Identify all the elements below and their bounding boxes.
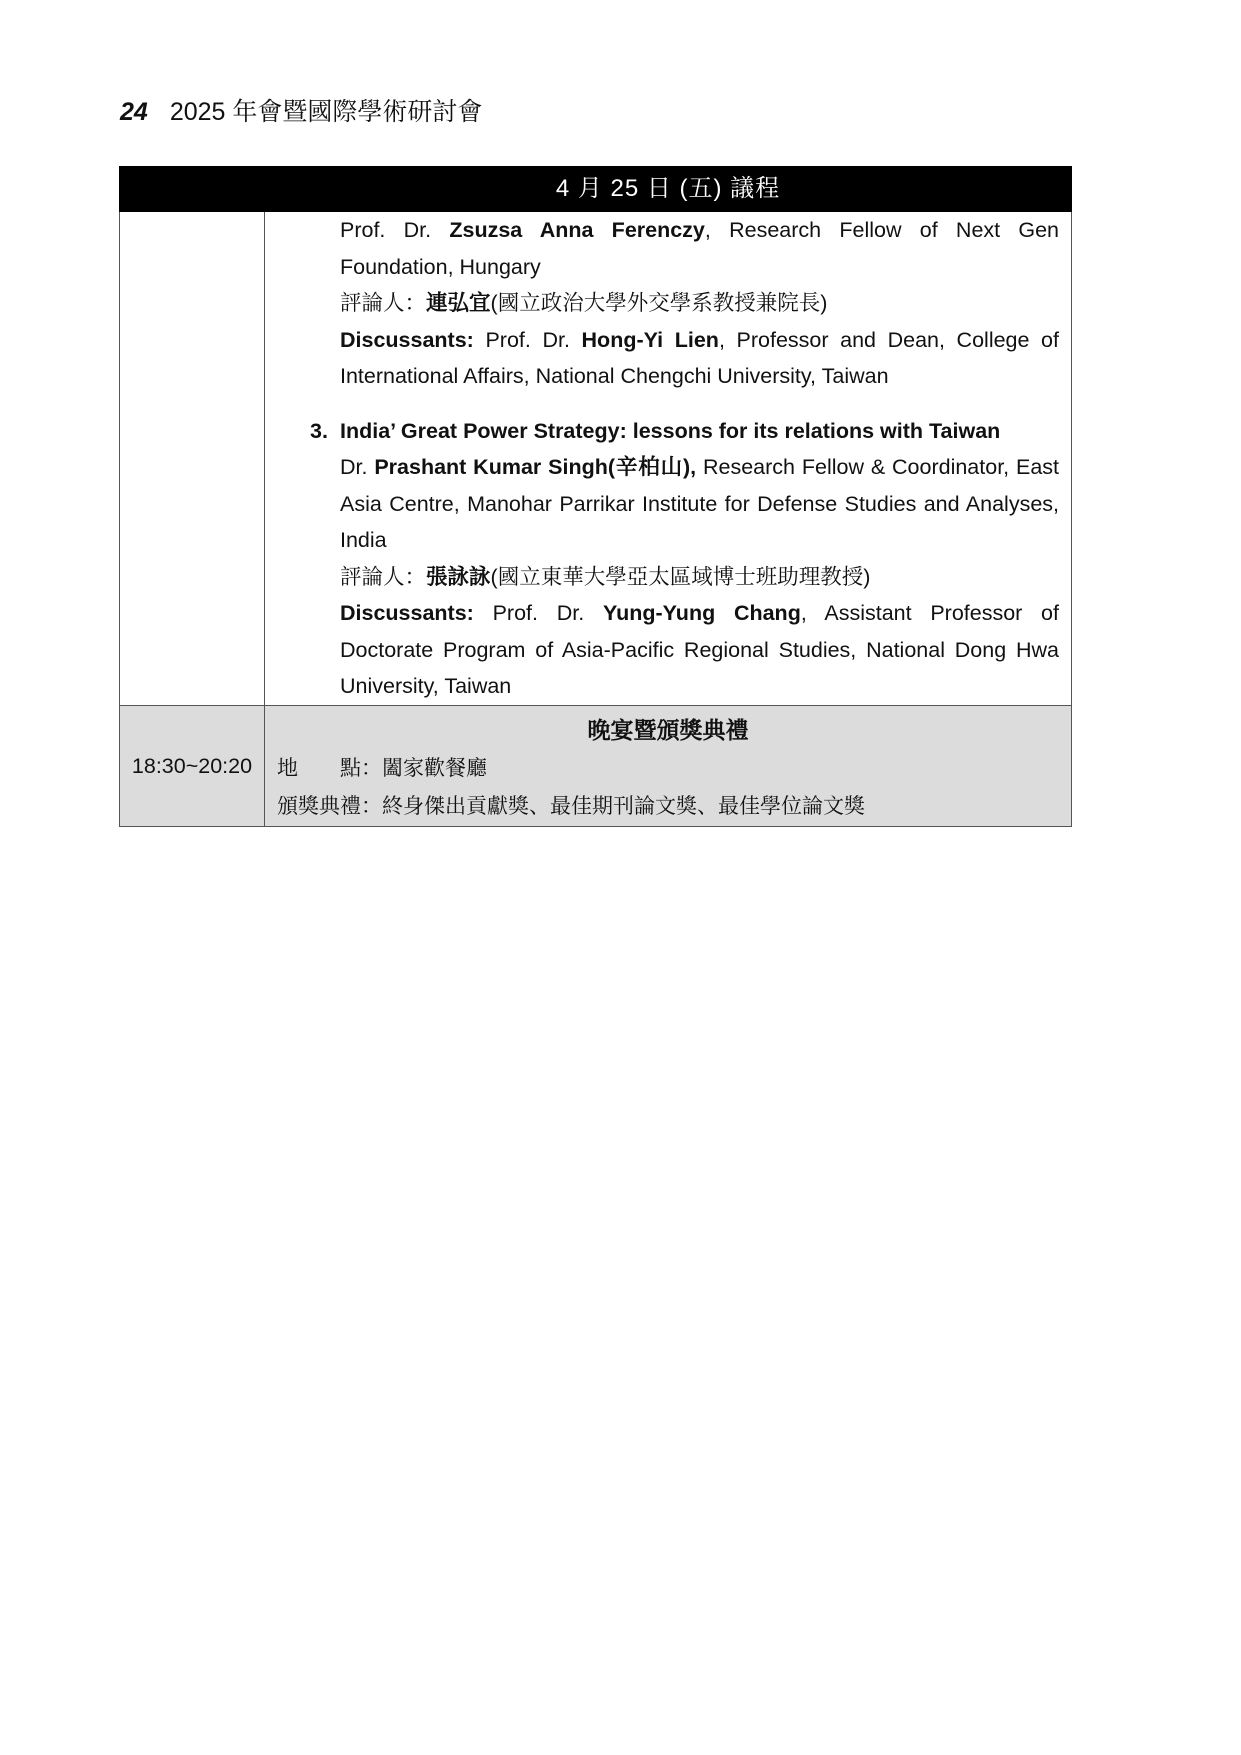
discussant-prefix: Prof. Dr.	[473, 327, 582, 352]
presenter-prefix: Dr.	[340, 455, 375, 479]
session-content-cell	[265, 212, 1072, 706]
presenter-affiliation: , Research Fellow of Next Gen Foundation, Hungary	[340, 218, 1060, 279]
banquet-row	[120, 705, 1072, 826]
discussant-name: Yung-Yung Chang	[602, 601, 801, 625]
discussant-name: Hong-Yi Lien	[581, 327, 719, 352]
awards-value: 終身傑出貢獻獎、最佳期刊論文獎、最佳學位論文獎	[382, 794, 865, 818]
discussant-line	[265, 322, 1059, 395]
agenda-header-row	[120, 167, 1072, 212]
banquet-title: 晚宴暨頒獎典禮	[587, 716, 749, 743]
banquet-time: 18:30~20:20	[120, 705, 265, 826]
discussant-prefix: Prof. Dr.	[473, 601, 603, 625]
awards-label: 頒獎典禮：	[277, 794, 382, 818]
presenter-line	[265, 449, 1059, 559]
running-title: 2025 年會暨國際學術研討會	[169, 98, 483, 126]
discussant-affiliation: , Assistant Professor of Doctorate Program of Asia-Pacific Regional Studies, National Dong Hwa University, Taiwan	[340, 601, 1059, 698]
discussant-line	[265, 595, 1059, 705]
header-empty-cell	[120, 167, 265, 212]
session-row	[120, 212, 1072, 706]
session-time-cell	[120, 212, 265, 706]
header-title-cell	[265, 167, 1072, 212]
item-title: India’ Great Power Strategy: lessons for its relations with Taiwan	[340, 418, 1001, 443]
running-head	[120, 96, 482, 128]
presenter-line	[265, 212, 1059, 285]
venue-line	[265, 750, 1071, 788]
agenda-table	[119, 166, 1072, 827]
commentator-label: 評論人：	[340, 291, 427, 315]
commentator-name: 連弘宜	[426, 291, 491, 315]
discussant-label: Discussants:	[340, 601, 474, 625]
commentator-affiliation: (國立政治大學外交學系教授兼院長)	[490, 291, 828, 315]
presenter-affiliation: Research Fellow & Coordinator, East Asia Centre, Manohar Parrikar Institute for Defense Studies and Analyses, India	[340, 455, 1060, 552]
awards-line	[265, 788, 1071, 826]
commentator-line	[265, 285, 1059, 322]
venue-label: 地 點：	[277, 756, 382, 780]
agenda-date-title: 4 月 25 日 (五) 議程	[555, 175, 781, 202]
venue-value: 闔家歡餐廳	[382, 756, 487, 780]
commentator-label: 評論人：	[340, 564, 427, 589]
presenter-prefix: Prof. Dr.	[340, 218, 450, 242]
presenter-name: Prashant Kumar Singh(辛柏山),	[374, 455, 697, 479]
commentator-affiliation: (國立東華大學亞太區域博士班助理教授)	[490, 564, 871, 589]
agenda-item-3	[265, 413, 1059, 450]
discussant-label: Discussants:	[340, 327, 474, 352]
page-number: 24	[120, 98, 148, 126]
item-number: 3.	[310, 418, 328, 443]
banquet-content-cell	[265, 705, 1072, 826]
discussant-affiliation: , Professor and Dean, College of International Affairs, National Chengchi University, Taiwan	[340, 327, 1059, 388]
commentator-name: 張詠詠	[426, 564, 491, 589]
commentator-line	[265, 559, 1059, 596]
presenter-name: Zsuzsa Anna Ferenczy	[449, 218, 705, 242]
